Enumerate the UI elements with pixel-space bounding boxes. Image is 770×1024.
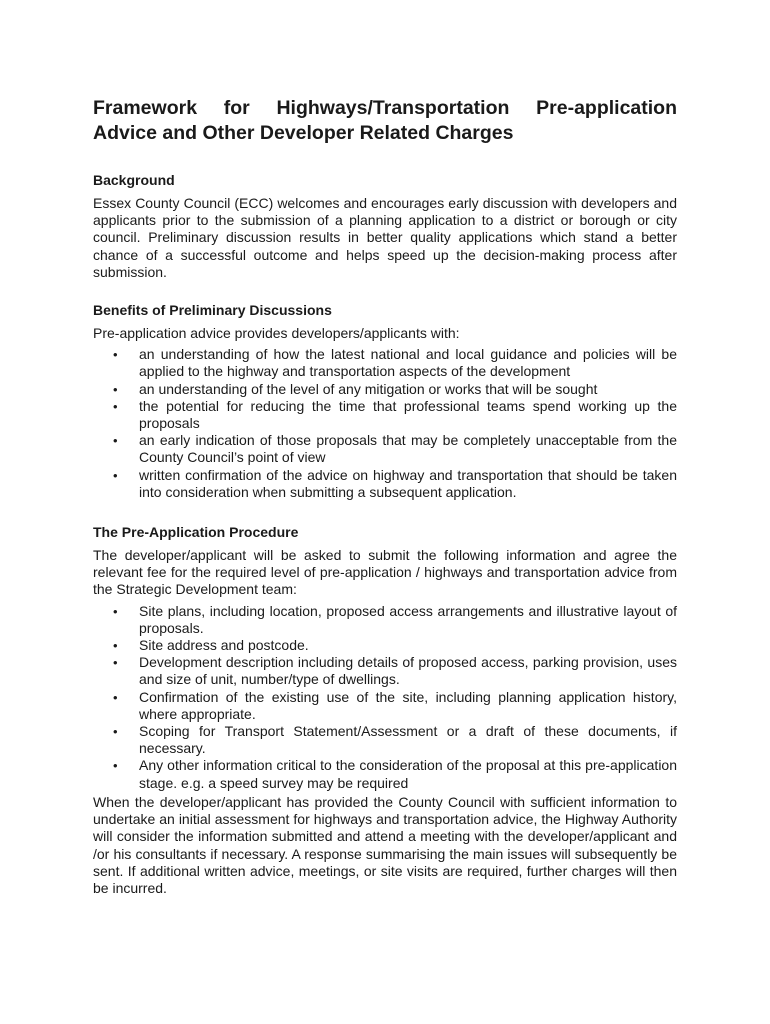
section-procedure: [93, 523, 677, 897]
list-item: [93, 637, 677, 654]
list-item-text: Site plans, including location, proposed access arrangements and illustrative layout of proposals.: [139, 602, 677, 636]
list-item: [93, 432, 677, 466]
list-item-text: an understanding of how the latest national and local guidance and policies will be applied to the highway and transportation aspects of the development: [139, 346, 677, 380]
list-item: [93, 689, 677, 723]
list-item: [93, 654, 677, 688]
section-heading-background: Background: [93, 172, 175, 188]
procedure-intro: The developer/applicant will be asked to submit the following information and agree the relevant fee for the required level of pre-application / highways and transportation advice from the Strategic Development team:: [93, 547, 677, 598]
procedure-list: [93, 603, 677, 792]
list-item: [93, 723, 677, 757]
bullet-icon: •: [113, 689, 118, 705]
bullet-icon: •: [113, 638, 118, 654]
background-paragraph: Essex County Council (ECC) welcomes and encourages early discussion with developers and applicants prior to the submission of a planning application to a district or borough or city council. Preliminary discussion results in better quality applications which stand a better chance of a successful outcome and helps speed up the decision-making process after submission.: [93, 195, 677, 280]
bullet-icon: •: [113, 381, 118, 397]
procedure-closing-paragraph: When the developer/applicant has provided the County Council with sufficient information to undertake an initial assessment for highways and transportation advice, the Highway Authority will consider the information submitted and attend a meeting with the developer/applicant and /or his consultants if necessary. A response summarising the main issues will subsequently be sent. If additional written advice, meetings, or site visits are required, further charges will then be incurred.: [93, 793, 677, 896]
section-background: [93, 171, 677, 281]
list-item-text: Site address and postcode.: [139, 637, 309, 654]
list-item-text: Any other information critical to the consideration of the proposal at this pre-application stage. e.g. a speed survey may be required: [139, 757, 677, 791]
document-page: [93, 96, 677, 917]
bullet-icon: •: [113, 347, 118, 363]
list-item: [93, 381, 677, 398]
list-item-text: the potential for reducing the time that professional teams spend working up the proposals: [139, 397, 677, 432]
list-item: [93, 398, 677, 432]
list-item-text: an understanding of the level of any mitigation or works that will be sought: [139, 380, 598, 397]
list-item: [93, 346, 677, 380]
list-item: [93, 757, 677, 791]
section-heading-benefits: Benefits of Preliminary Discussions: [93, 302, 332, 319]
benefits-list: [93, 346, 677, 501]
bullet-icon: •: [113, 603, 118, 619]
list-item-text: Confirmation of the existing use of the site, including planning application history, where appropriate.: [139, 688, 677, 722]
list-item-text: written confirmation of the advice on highway and transportation that should be taken into consideration when submitting a subsequent application.: [139, 466, 677, 500]
list-item-text: Development description including details of proposed access, parking provision, uses and size of unit, number/type of dwellings.: [139, 654, 677, 688]
bullet-icon: •: [113, 655, 118, 671]
document-title: Framework for Highways/Transportation Pre-application Advice and Other Developer Related Charges: [93, 97, 677, 144]
bullet-icon: •: [113, 467, 118, 483]
list-item-text: an early indication of those proposals that may be completely unacceptable from the County Council’s point of view: [139, 432, 677, 466]
section-benefits: [93, 301, 677, 501]
bullet-icon: •: [113, 724, 118, 740]
bullet-icon: •: [113, 433, 118, 449]
benefits-intro: Pre-application advice provides developers/applicants with:: [93, 325, 460, 342]
list-item: [93, 467, 677, 501]
list-item-text: Scoping for Transport Statement/Assessment or a draft of these documents, if necessary.: [139, 723, 677, 757]
bullet-icon: •: [113, 398, 118, 414]
list-item: [93, 603, 677, 637]
section-heading-procedure: The Pre-Application Procedure: [93, 524, 299, 541]
bullet-icon: •: [113, 758, 118, 774]
